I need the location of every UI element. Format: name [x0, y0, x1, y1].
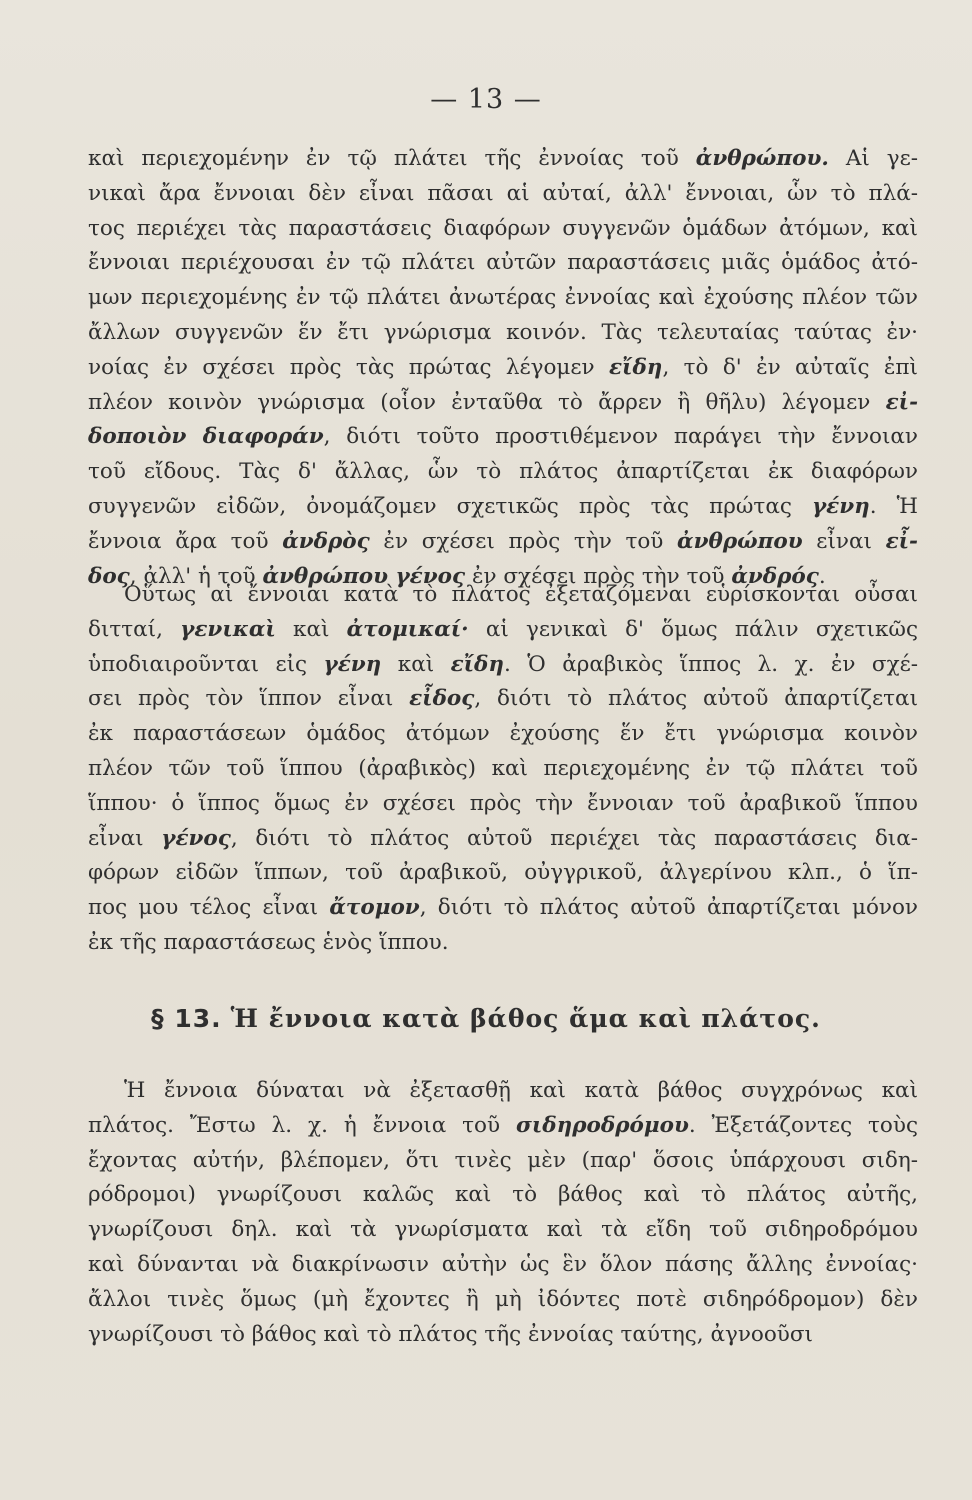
text-line: πλάτος. Ἔστω λ. χ. ἡ ἔννοια τοῦ σιδηροδρόμου. Ἐξετάζοντες τοὺς	[88, 1112, 918, 1138]
section-heading	[0, 1004, 972, 1033]
text-line: ἐκ παραστάσεων ὁμάδος ἀτόμων ἐχούσης ἕν ἔτι γνώρισμα κοινὸν	[88, 721, 918, 747]
text-line: νοίας ἐν σχέσει πρὸς τὰς πρώτας λέγομεν εἴδη, τὸ δ' ἐν αὐταῖς ἐπὶ	[88, 354, 918, 380]
emphasized-term: γένος	[161, 825, 231, 851]
text-line: ὑποδιαιροῦνται εἰς γένη καὶ εἴδη. Ὁ ἀραβικὸς ἵππος λ. χ. ἐν σχέ-	[88, 651, 919, 677]
text-line: ρόδρομοι) γνωρίζουσι καλῶς καὶ τὸ βάθος καὶ τὸ πλάτος αὐτῆς,	[88, 1182, 918, 1208]
text-line: ἄλλοι τινὲς ὅμως (μὴ ἔχοντες ἢ μὴ ἰδόντες ποτὲ σιδηρόδρομον) δὲν	[88, 1286, 918, 1312]
text-line: τοῦ εἴδους. Τὰς δ' ἄλλας, ὧν τὸ πλάτος ἀπαρτίζεται ἐκ διαφόρων	[88, 459, 918, 485]
text-line: συγγενῶν εἰδῶν, ὀνομάζομεν σχετικῶς πρὸς τὰς πρώτας γένη. Ἡ	[88, 493, 918, 519]
emphasized-term: σιδηροδρόμου	[516, 1112, 689, 1138]
text-line: ἵππου· ὁ ἵππος ὅμως ἐν σχέσει πρὸς τὴν ἔννοιαν τοῦ ἀραβικοῦ ἵππου	[88, 790, 918, 816]
text-line: τος περιέχει τὰς παραστάσεις διαφόρων συγγενῶν ὁμάδων ἀτόμων, καὶ	[88, 215, 918, 241]
emphasized-term: γένη	[323, 651, 382, 677]
page-number: — 13 —	[430, 84, 542, 115]
emphasized-term: εἴδη	[450, 651, 505, 677]
text-line: καὶ δύνανται νὰ διακρίνωσιν αὐτὴν ὡς ἓν ὅλον πάσης ἄλλης ἐννοίας·	[88, 1251, 918, 1277]
section-title: Ἡ ἔννοια κατὰ βάθος ἅμα καὶ πλάτος.	[230, 1004, 821, 1033]
emphasized-term: ἀνθρώπου γένος	[262, 563, 466, 589]
emphasized-term: ἀτομικαί·	[346, 616, 469, 642]
text-line: ἄλλων συγγενῶν ἕν ἔτι γνώρισμα κοινόν. Τὰς τελευταίας ταύτας ἐν·	[88, 319, 918, 345]
text-line: εἶναι γένος, διότι τὸ πλάτος αὐτοῦ περιέχει τὰς παραστάσεις δια-	[88, 825, 918, 851]
emphasized-term: γενικαὶ	[180, 616, 276, 642]
emphasized-term: δοποιὸν διαφοράν	[88, 424, 324, 450]
emphasized-term: δος	[88, 563, 130, 589]
text-line: πλέον κοινὸν γνώρισμα (οἷον ἐνταῦθα τὸ ἄρρεν ἢ θῆλυ) λέγομεν εἰ-	[88, 389, 918, 415]
text-line: δοποιὸν διαφοράν, διότι τοῦτο προστιθέμενον παράγει τὴν ἔννοιαν	[88, 424, 918, 450]
text-line: νικαὶ ἄρα ἔννοιαι δὲν εἶναι πᾶσαι αἱ αὐταί, ἀλλ' ἔννοιαι, ὧν τὸ πλά-	[88, 180, 918, 206]
text-line: ἔννοια ἄρα τοῦ ἀνδρὸς ἐν σχέσει πρὸς τὴν τοῦ ἀνθρώπου εἶναι εἶ-	[88, 528, 918, 554]
text-line: διτταί, γενικαὶ καὶ ἀτομικαί· αἱ γενικαὶ δ' ὅμως πάλιν σχετικῶς	[88, 616, 918, 642]
paragraph-3	[88, 1074, 918, 1352]
text-line: γνωρίζουσι δηλ. καὶ τὰ γνωρίσματα καὶ τὰ εἴδη τοῦ σιδηροδρόμου	[88, 1217, 918, 1243]
emphasized-term: εἶ-	[885, 528, 918, 554]
emphasized-term: ἀνδρὸς	[282, 528, 370, 554]
emphasized-term: ἀνδρός	[731, 563, 819, 589]
section-number: § 13.	[151, 1004, 222, 1033]
emphasized-term: εἰ-	[885, 389, 918, 415]
text-line: μων περιεχομένης ἐν τῷ πλάτει ἀνωτέρας ἐννοίας καὶ ἐχούσης πλέον τῶν	[88, 285, 918, 311]
text-line: γνωρίζουσι τὸ βάθος καὶ τὸ πλάτος τῆς ἐννοίας ταύτης, ἀγνοοῦσι	[88, 1321, 813, 1347]
text-line: ἐκ τῆς παραστάσεως ἑνὸς ἵππου.	[88, 929, 449, 955]
emphasized-term: ἀνθρώπου	[677, 528, 803, 554]
paragraph-1	[88, 142, 918, 594]
text-line: ἔννοιαι περιέχουσαι ἐν τῷ πλάτει αὐτῶν παραστάσεις μιᾶς ὁμάδος ἀτό-	[88, 250, 918, 276]
text-line: πλέον τῶν τοῦ ἵππου (ἀραβικὸς) καὶ περιεχομένης ἐν τῷ πλάτει τοῦ	[88, 755, 918, 781]
emphasized-term: εἴδη	[608, 354, 663, 380]
emphasized-term: ἄτομον	[329, 895, 420, 921]
text-line: Ἡ ἔννοια δύναται νὰ ἐξετασθῇ καὶ κατὰ βάθος συγχρόνως καὶ	[124, 1078, 918, 1103]
text-line: πος μου τέλος εἶναι ἄτομον, διότι τὸ πλάτος αὐτοῦ ἀπαρτίζεται μόνον	[88, 895, 918, 921]
text-line: καὶ περιεχομένην ἐν τῷ πλάτει τῆς ἐννοίας τοῦ ἀνθρώπου. Αἱ γε-	[88, 146, 918, 171]
emphasized-term: γένη	[811, 493, 870, 519]
text-line: δος, ἀλλ' ἡ τοῦ ἀνθρώπου γένος ἐν σχέσει πρὸς τὴν τοῦ ἀνδρός.	[88, 563, 826, 589]
paragraph-2	[88, 578, 918, 961]
text-line: ἔχοντας αὐτήν, βλέπομεν, ὅτι τινὲς μὲν (παρ' ὅσοις ὑπάρχουσι σιδη-	[88, 1147, 918, 1173]
text-line: σει πρὸς τὸν ἵππον εἶναι εἶδος, διότι τὸ πλάτος αὐτοῦ ἀπαρτίζεται	[88, 686, 918, 712]
emphasized-term: ἀνθρώπου.	[695, 146, 829, 171]
emphasized-term: εἶδος	[409, 686, 475, 712]
text-line: φόρων εἰδῶν ἵππων, τοῦ ἀραβικοῦ, οὐγγρικοῦ, ἀλγερίνου κλπ., ὁ ἵπ-	[88, 860, 918, 886]
text-line: Οὕτως αἱ ἔννοιαι κατὰ τὸ πλάτος ἐξεταζόμεναι εὑρίσκονται οὖσαι	[124, 582, 918, 607]
